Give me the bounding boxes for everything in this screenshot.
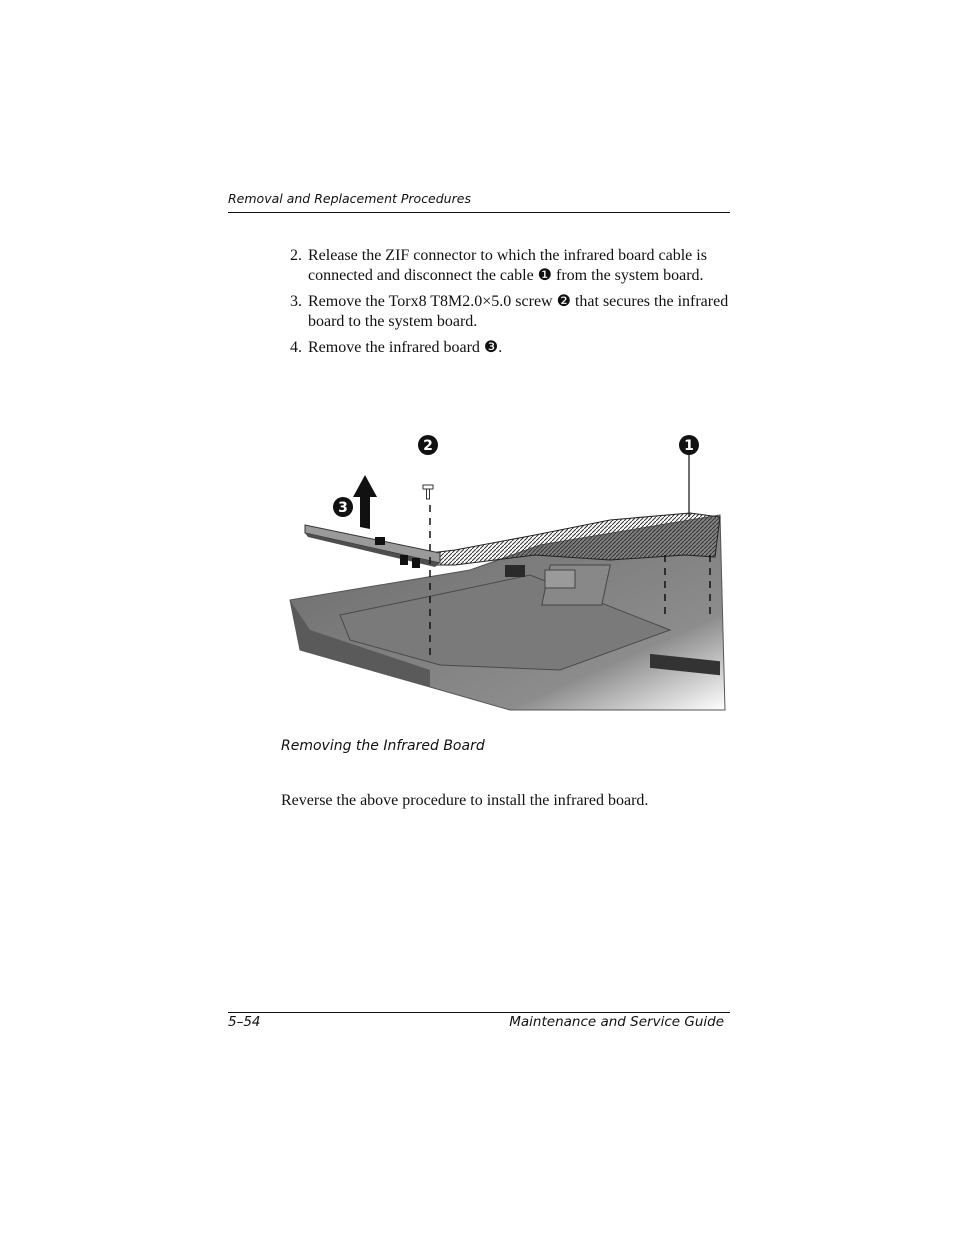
infrared-board: [305, 525, 440, 563]
step-number: 2.: [290, 247, 302, 264]
step-text: Release the ZIF connector to which the infrared board cable is connected and disconnect the cable ❶ from the system board.: [308, 247, 707, 284]
torx-screw: [423, 485, 433, 499]
board-component: [505, 565, 525, 577]
svg-text:3: 3: [338, 500, 348, 516]
removal-arrow: [353, 475, 377, 529]
svg-text:1: 1: [684, 438, 694, 454]
page-number: 5–54: [228, 1014, 261, 1030]
procedure-steps: [290, 246, 730, 365]
callout-3-icon: [333, 497, 353, 517]
callout-2-icon: [418, 435, 438, 455]
svg-text:2: 2: [423, 438, 433, 454]
board-component: [545, 570, 575, 588]
infrared-board-removal-illustration: [280, 425, 730, 715]
figure-caption: Removing the Infrared Board: [281, 738, 485, 754]
step-3: [290, 292, 730, 331]
step-2: [290, 246, 730, 285]
step-4: [290, 338, 730, 358]
footer-rule: [228, 1012, 730, 1013]
header-rule: [228, 212, 730, 213]
running-head: Removal and Replacement Procedures: [228, 191, 471, 206]
step-number: 4.: [290, 339, 302, 356]
step-number: 3.: [290, 293, 302, 310]
step-text: Remove the infrared board ❸.: [308, 339, 503, 356]
callout-1-icon: [679, 435, 699, 455]
step-text: Remove the Torx8 T8M2.0×5.0 screw ❷ that secures the infrared board to the system board.: [308, 293, 729, 330]
closing-instruction: Reverse the above procedure to install the infrared board.: [281, 792, 649, 809]
book-title: Maintenance and Service Guide: [509, 1014, 724, 1030]
